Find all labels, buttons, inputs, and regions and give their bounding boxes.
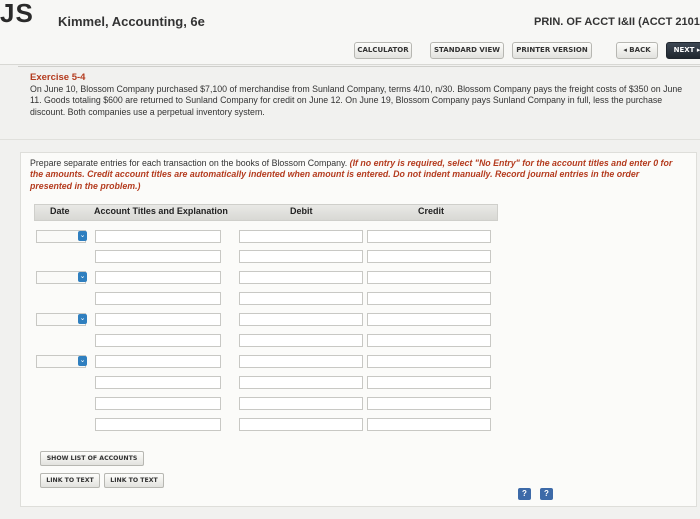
chevron-down-icon[interactable]: ⌄ <box>79 315 86 322</box>
link-to-text-button-1[interactable]: LINK TO TEXT <box>40 473 100 488</box>
date-header: Date <box>50 206 70 216</box>
account-title-field[interactable] <box>95 334 221 347</box>
account-title-field[interactable] <box>95 355 221 368</box>
debit-field[interactable] <box>239 313 363 326</box>
debit-field[interactable] <box>239 250 363 263</box>
help-icon[interactable]: ? <box>518 488 531 500</box>
credit-field[interactable] <box>367 292 491 305</box>
credit-field[interactable] <box>367 418 491 431</box>
credit-field[interactable] <box>367 334 491 347</box>
calculator-button[interactable]: CALCULATOR <box>354 42 412 59</box>
book-title: Kimmel, Accounting, 6e <box>58 14 205 29</box>
debit-header: Debit <box>290 206 313 216</box>
instructions-emphasis: (If no entry is required, select "No Entry" for the account titles and enter 0 for the amounts. Credit account titles are automatically indented when amount is entered. Do not indent manually. Record journal entries in the order presented in the problem.) <box>30 158 673 191</box>
account-title-field[interactable] <box>95 418 221 431</box>
credit-field[interactable] <box>367 397 491 410</box>
account-title-field[interactable] <box>95 271 221 284</box>
chevron-down-icon[interactable]: ⌄ <box>79 273 86 280</box>
account-title-field[interactable] <box>95 230 221 243</box>
debit-field[interactable] <box>239 292 363 305</box>
credit-header: Credit <box>418 206 445 216</box>
account-title-field[interactable] <box>95 292 221 305</box>
back-button[interactable]: ◂ BACK <box>616 42 658 59</box>
next-button[interactable]: NEXT ▸ <box>666 42 700 59</box>
top-bar <box>0 0 700 65</box>
debit-field[interactable] <box>239 376 363 389</box>
credit-field[interactable] <box>367 250 491 263</box>
show-list-of-accounts-button[interactable]: SHOW LIST OF ACCOUNTS <box>40 451 144 466</box>
standard-view-button[interactable]: STANDARD VIEW <box>430 42 504 59</box>
account-title-field[interactable] <box>95 313 221 326</box>
help-icon-2[interactable]: ? <box>540 488 553 500</box>
debit-field[interactable] <box>239 397 363 410</box>
instructions <box>30 158 680 192</box>
credit-field[interactable] <box>367 355 491 368</box>
debit-field[interactable] <box>239 418 363 431</box>
chevron-down-icon[interactable]: ⌄ <box>79 357 86 364</box>
credit-field[interactable] <box>367 376 491 389</box>
debit-field[interactable] <box>239 230 363 243</box>
logo: JS <box>0 0 34 28</box>
debit-field[interactable] <box>239 271 363 284</box>
problem-text: On June 10, Blossom Company purchased $7,100 of merchandise from Sunland Company, terms 4/10, n/30. Blossom Company pays the freight costs of $350 on June 11. Goods totaling $600 are returned to Sunland Company for credit on June 12. On June 19, Blossom Company pays Sunland Company in full, less the purchase discount. Both companies use a perpetual inventory system. <box>30 84 683 117</box>
credit-field[interactable] <box>367 271 491 284</box>
credit-field[interactable] <box>367 313 491 326</box>
printer-version-button[interactable]: PRINTER VERSION <box>512 42 592 59</box>
link-to-text-button-2[interactable]: LINK TO TEXT <box>104 473 164 488</box>
section-divider <box>0 139 700 140</box>
chevron-down-icon[interactable]: ⌄ <box>79 232 86 239</box>
header-rule <box>18 66 700 67</box>
credit-field[interactable] <box>367 230 491 243</box>
instructions-plain: Prepare separate entries for each transaction on the books of Blossom Company. <box>30 158 350 168</box>
course-title: PRIN. OF ACCT I&II (ACCT 2101 <box>534 16 700 28</box>
account-title-field[interactable] <box>95 397 221 410</box>
debit-field[interactable] <box>239 334 363 347</box>
exercise-title: Exercise 5-4 <box>30 72 86 83</box>
account-title-field[interactable] <box>95 250 221 263</box>
account-titles-header: Account Titles and Explanation <box>94 206 228 216</box>
debit-field[interactable] <box>239 355 363 368</box>
account-title-field[interactable] <box>95 376 221 389</box>
